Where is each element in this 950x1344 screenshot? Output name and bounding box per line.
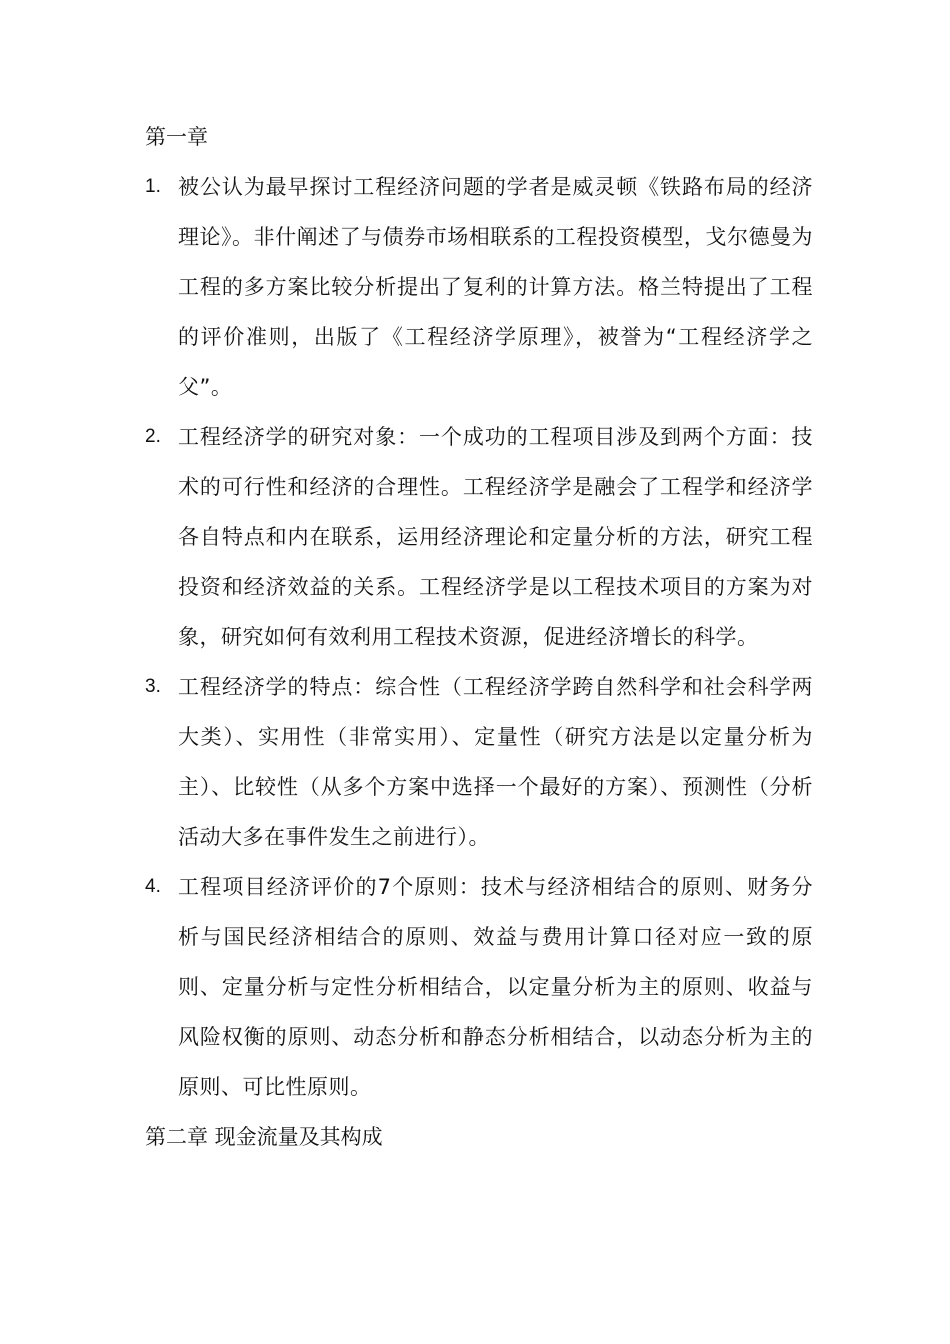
chapter-two-heading: 第二章 现金流量及其构成 — [145, 1125, 383, 1149]
list-item — [145, 862, 813, 1112]
list-item-text: 工程项目经济评价的7个原则：技术与经济相结合的原则、财务分析与国民经济相结合的原则、效益与费用计算口径对应一致的原则、定量分析与定性分析相结合，以定量分析为主的原则、收益与风险权衡的原则、动态分析和静态分析相结合，以动态分析为主的原则、可比性原则。 — [178, 875, 813, 1099]
list-item — [145, 412, 813, 662]
document-body — [145, 112, 813, 1162]
list-item-text: 被公认为最早探讨工程经济问题的学者是威灵顿《铁路布局的经济理论》。非什阐述了与债券市场相联系的工程投资模型，戈尔德曼为工程的多方案比较分析提出了复利的计算方法。格兰特提出了工程的评价准则，出版了《工程经济学原理》，被誉为“工程经济学之父”。 — [178, 175, 813, 399]
list-item — [145, 162, 813, 412]
list-item-number: 2. — [145, 426, 161, 447]
chapter-one-list — [145, 162, 813, 1112]
chapter-one-heading: 第一章 — [145, 125, 208, 149]
list-item-number: 4. — [145, 876, 161, 897]
list-item-text: 工程经济学的特点：综合性（工程经济学跨自然科学和社会科学两大类）、实用性（非常实用）、定量性（研究方法是以定量分析为主）、比较性（从多个方案中选择一个最好的方案）、预测性（分析活动大多在事件发生之前进行）。 — [178, 675, 813, 849]
list-item-text: 工程经济学的研究对象：一个成功的工程项目涉及到两个方面：技术的可行性和经济的合理性。工程经济学是融会了工程学和经济学各自特点和内在联系，运用经济理论和定量分析的方法，研究工程投资和经济效益的关系。工程经济学是以工程技术项目的方案为对象，研究如何有效利用工程技术资源，促进经济增长的科学。 — [178, 425, 813, 649]
list-item-number: 1. — [145, 176, 161, 197]
list-item — [145, 662, 813, 862]
list-item-number: 3. — [145, 676, 161, 697]
